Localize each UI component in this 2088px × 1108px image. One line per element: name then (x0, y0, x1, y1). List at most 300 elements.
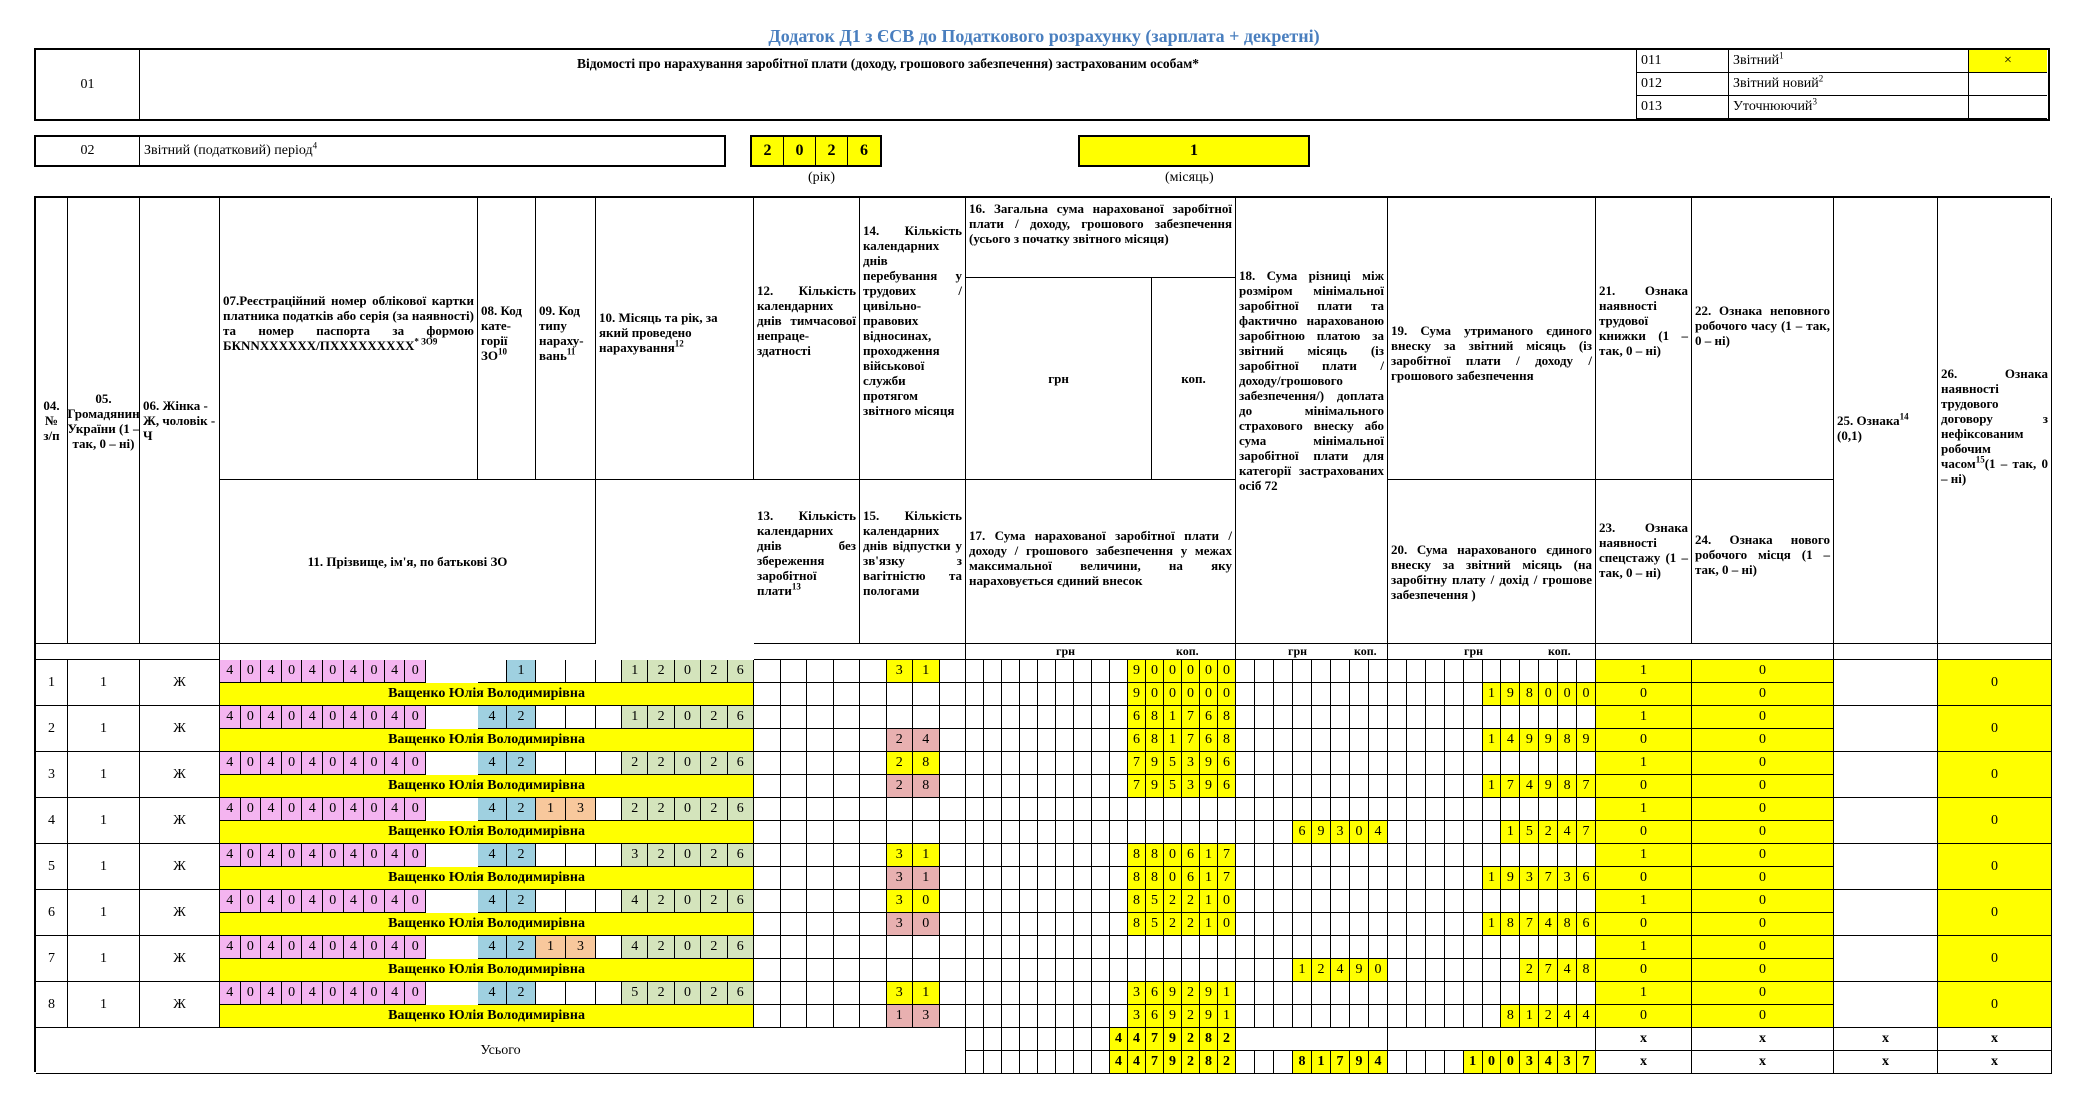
row-s19-cell (1558, 660, 1577, 683)
row-d15-digit: 2 (887, 729, 914, 752)
row-d12-cell (807, 660, 834, 683)
month-value: 1 (1078, 135, 1310, 167)
row-s20-digit (1407, 1005, 1426, 1028)
row-s20-digit (1464, 867, 1483, 890)
row-d12-cell (754, 752, 781, 775)
row-s17-digit (1074, 959, 1092, 982)
row-s19-cell (1501, 752, 1520, 775)
row-s19-cell (1464, 752, 1483, 775)
row-s17-digit: 6 (1182, 867, 1200, 890)
col-15-label: 15. Кількість календарних днів відпустки у зв'язку з вагітністю та пологами (863, 508, 962, 598)
row-type-digit (566, 752, 596, 775)
row-s16-digit (1038, 844, 1056, 867)
row-type-digit: 3 (566, 936, 596, 959)
row-type-digit: 1 (536, 936, 566, 959)
row-s20-digit (1388, 913, 1407, 936)
col-10-sup: 12 (674, 338, 684, 349)
row-s18-cell (1369, 982, 1388, 1005)
unit-row-18 (1236, 644, 1388, 660)
row-number: 5 (36, 844, 68, 890)
row-s17-digit (1020, 913, 1038, 936)
row-s17-digit (1056, 959, 1074, 982)
col-24-header (1692, 480, 1834, 644)
row-s16-digit (966, 706, 984, 729)
totals-s20-digit (1407, 1051, 1426, 1074)
row-s20-digit: 7 (1520, 913, 1539, 936)
row-s20-digit (1388, 959, 1407, 982)
row-s18-digit (1350, 683, 1369, 706)
col-04-label: 04. № з/п (43, 398, 60, 443)
row-d14-digit: 0 (913, 890, 940, 913)
row-s18-digit (1312, 1005, 1331, 1028)
row-s20-digit (1464, 959, 1483, 982)
row-d15-digit: 1 (913, 867, 940, 890)
row-d15-digit (913, 959, 940, 982)
row-period-digit: 2 (701, 706, 727, 729)
row-s17-digit (1038, 867, 1056, 890)
row-tin-digit: 0 (323, 798, 344, 821)
row-s16-digit: 2 (1182, 890, 1200, 913)
row-s19-cell (1407, 936, 1426, 959)
col-04-header (36, 198, 68, 644)
report-type-sup: 1 (1779, 50, 1784, 61)
row-sex: Ж (140, 936, 220, 982)
row-tin-digit: 0 (282, 936, 303, 959)
totals-x: х (1938, 1028, 2052, 1051)
row-d13-cell (754, 867, 781, 890)
row-f24: 0 (1692, 729, 1834, 752)
row-s16-digit (1074, 844, 1092, 867)
totals-x: х (1834, 1028, 1938, 1051)
row-s16-digit (1146, 798, 1164, 821)
row-d14-digit: 3 (887, 890, 914, 913)
row-d15-cell (860, 959, 887, 982)
row-s19-cell (1483, 660, 1502, 683)
row-s18-cell (1350, 982, 1369, 1005)
row-s19-cell (1483, 752, 1502, 775)
row-d13-cell (807, 821, 834, 844)
row-s18-digit (1255, 867, 1274, 890)
row-period-digit: 2 (648, 660, 674, 683)
row-s17-digit: 1 (1200, 867, 1218, 890)
row-d14-cell (940, 752, 967, 775)
row-s20-digit (1426, 821, 1445, 844)
row-s19-cell (1407, 982, 1426, 1005)
row-s20-digit: 1 (1483, 867, 1502, 890)
row-d15-cell (860, 729, 887, 752)
totals-label: Усього (36, 1028, 966, 1074)
row-s19-cell (1520, 936, 1539, 959)
row-s17-digit (1092, 683, 1110, 706)
row-s17-digit (1074, 821, 1092, 844)
row-s17-digit (1038, 913, 1056, 936)
row-s20-digit (1445, 821, 1464, 844)
row-s18-digit (1312, 913, 1331, 936)
col-23-label: 23. Ознака наявності спецстажу (1 – так, 0 – ні) (1599, 520, 1688, 580)
row-s18-cell (1236, 936, 1255, 959)
row-f23: 0 (1596, 959, 1692, 982)
row-d15-cell (940, 959, 967, 982)
row-d14-cell (860, 798, 887, 821)
row-d12-cell (807, 752, 834, 775)
row-s16-digit (1200, 936, 1218, 959)
row-s17-digit (1020, 1005, 1038, 1028)
row-s19-cell (1388, 890, 1407, 913)
row-period-digit: 6 (728, 660, 754, 683)
row-f25 (1834, 890, 1938, 936)
row-s17-digit (984, 775, 1002, 798)
row-tin-digit: 0 (282, 660, 303, 683)
row-s20-digit (1483, 821, 1502, 844)
row-s16-digit: 1 (1218, 982, 1236, 1005)
row-citizen: 1 (68, 982, 140, 1028)
row-d12-cell (834, 752, 861, 775)
row-s17-digit (1110, 867, 1128, 890)
row-s17-digit (966, 959, 984, 982)
row-period-digit: 6 (728, 798, 754, 821)
row-s18-digit (1312, 729, 1331, 752)
totals-s17-digit (1020, 1051, 1038, 1074)
row-period-digit: 1 (622, 706, 648, 729)
unit-row-blank-25 (1834, 644, 1938, 660)
row-s19-cell (1388, 982, 1407, 1005)
col-07-sup: * ЗО (414, 336, 433, 347)
row-d12-cell (834, 660, 861, 683)
row-s18-digit: 3 (1331, 821, 1350, 844)
row-d15-cell (860, 913, 887, 936)
col-07-label: 07.Реєстраційний номер облікової картки платника податків або серія (за наявності) та номер паспорта за формою БКNNXXXXXX/ПХXXXXXXXX (223, 293, 474, 353)
row-tin-digit: 4 (261, 982, 282, 1005)
col-09-sup: 11 (566, 346, 576, 357)
row-d15-digit (913, 821, 940, 844)
row-s19-cell (1577, 660, 1596, 683)
row-s18-cell (1274, 706, 1293, 729)
row-period-digit: 2 (648, 936, 674, 959)
row-period-blank (596, 798, 622, 821)
row-s16-digit (1056, 798, 1074, 821)
row-f21: 1 (1596, 844, 1692, 867)
row-s17-digit (1056, 821, 1074, 844)
row-s18-cell (1274, 936, 1293, 959)
row-tin-digit: 0 (323, 752, 344, 775)
row-s16-digit (1056, 660, 1074, 683)
row-s16-digit: 8 (1146, 844, 1164, 867)
row-s18-cell (1255, 706, 1274, 729)
row-period-digit: 0 (675, 890, 701, 913)
row-s16-digit (1038, 798, 1056, 821)
report-type-mark[interactable]: × (1969, 50, 2047, 73)
row-s18-digit: 9 (1312, 821, 1331, 844)
row-s17-digit (1146, 821, 1164, 844)
row-s18-cell (1312, 982, 1331, 1005)
report-type-label-text: Уточнюючий (1733, 99, 1813, 114)
row-period-digit: 2 (622, 752, 648, 775)
unit-row-16 (966, 644, 1236, 660)
row-d14-digit (913, 706, 940, 729)
row-s16-digit (1164, 798, 1182, 821)
row-s16-digit: 2 (1164, 890, 1182, 913)
row-s20-digit: 0 (1539, 683, 1558, 706)
row-d12-cell (834, 798, 861, 821)
row-s20-digit: 8 (1501, 1005, 1520, 1028)
row-s20-digit (1388, 683, 1407, 706)
row-s19-cell (1577, 936, 1596, 959)
row-s18-cell (1312, 706, 1331, 729)
col-16-kop-label: коп. (1181, 371, 1206, 386)
row-s18-cell (1312, 890, 1331, 913)
row-s16-digit (1038, 982, 1056, 1005)
row-s19-cell (1520, 890, 1539, 913)
row-d15-cell (940, 867, 967, 890)
row-f23: 0 (1596, 1005, 1692, 1028)
row-type-digit (536, 660, 566, 683)
row-s20-digit: 9 (1501, 683, 1520, 706)
row-d12-cell (807, 890, 834, 913)
row-s18-cell (1369, 844, 1388, 867)
row-name: Ващенко Юлія Володимирівна (220, 821, 754, 844)
row-s18-digit: 4 (1369, 821, 1388, 844)
row-s19-cell (1577, 890, 1596, 913)
totals-s18-top (1236, 1028, 1388, 1051)
row-f26: 0 (1938, 844, 2052, 890)
row-s17-digit (1218, 821, 1236, 844)
row-s20-digit: 4 (1539, 913, 1558, 936)
row-s19-cell (1577, 706, 1596, 729)
row-s18-digit (1331, 683, 1350, 706)
report-type-label (1729, 50, 1969, 73)
row-tin-digit: 4 (385, 660, 406, 683)
row-d13-cell (781, 729, 808, 752)
row-s16-digit: 7 (1182, 706, 1200, 729)
row-s17-digit (1218, 959, 1236, 982)
row-s17-digit (1002, 913, 1020, 936)
row-s20-digit: 7 (1577, 775, 1596, 798)
row-s20-digit (1501, 959, 1520, 982)
totals-s16-digit: 7 (1146, 1028, 1164, 1051)
row-category-digit: 4 (478, 798, 507, 821)
row-d15-digit (887, 683, 914, 706)
row-s18-digit (1331, 729, 1350, 752)
col-26-values: (1 – так, 0 – ні) (1941, 456, 2048, 486)
row-period-blank (596, 752, 622, 775)
row-s18-digit (1274, 775, 1293, 798)
row-d12-cell (834, 936, 861, 959)
unit-kop: коп. (1176, 644, 1199, 658)
row-s16-digit (1002, 844, 1020, 867)
row-d13-cell (807, 959, 834, 982)
row-s18-digit (1369, 913, 1388, 936)
row-d12-cell (807, 844, 834, 867)
row-tin-digit: 4 (344, 706, 365, 729)
row-s16-digit: 9 (1200, 982, 1218, 1005)
row-s18-digit: 0 (1369, 959, 1388, 982)
row-type-digit (536, 706, 566, 729)
row-s20-digit (1407, 867, 1426, 890)
row-tin-digit: 0 (405, 752, 426, 775)
row-s19-cell (1464, 936, 1483, 959)
row-d12-cell (834, 890, 861, 913)
row-s19-cell (1407, 798, 1426, 821)
report-type-sup: 2 (1818, 73, 1824, 84)
year-caption: (рік) (808, 170, 836, 185)
row-d12-cell (807, 936, 834, 959)
row-period-digit: 5 (622, 982, 648, 1005)
row-s19-cell (1388, 844, 1407, 867)
row-category-digit: 4 (478, 982, 507, 1005)
row-tin-digit: 4 (385, 798, 406, 821)
row-tin-digit: 4 (261, 752, 282, 775)
row-s18-digit (1369, 729, 1388, 752)
row-s18-digit (1236, 775, 1255, 798)
row-type-digit (536, 982, 566, 1005)
row-category-digit: 4 (478, 844, 507, 867)
row-d14-cell (860, 752, 887, 775)
row-s17-digit (1038, 729, 1056, 752)
row-s18-cell (1255, 660, 1274, 683)
row-sex: Ж (140, 798, 220, 844)
row-s18-cell (1236, 982, 1255, 1005)
row-s17-digit (1128, 821, 1146, 844)
row-d12-cell (781, 982, 808, 1005)
report-type-label-text: Звітний новий (1733, 76, 1819, 91)
row-d13-cell (834, 821, 861, 844)
row-tin-digit: 4 (344, 936, 365, 959)
row-f21: 1 (1596, 660, 1692, 683)
row-s16-digit (966, 752, 984, 775)
totals-s18-digit: 9 (1350, 1051, 1369, 1074)
totals-s20-digit: 1 (1464, 1051, 1483, 1074)
row-s16-digit (1020, 752, 1038, 775)
row-s19-cell (1539, 706, 1558, 729)
row-citizen: 1 (68, 798, 140, 844)
row-d13-cell (754, 775, 781, 798)
totals-s19-top (1388, 1028, 1596, 1051)
row-s18-cell (1312, 660, 1331, 683)
main-table (34, 196, 2050, 1072)
report-type-code: 012 (1637, 73, 1729, 96)
row-tin-digit: 0 (405, 982, 426, 1005)
row-s18-digit (1236, 913, 1255, 936)
row-s20-digit: 8 (1520, 683, 1539, 706)
row-s16-digit (1092, 890, 1110, 913)
row-d15-cell (940, 1005, 967, 1028)
row-s16-digit: 2 (1182, 982, 1200, 1005)
row-s20-digit (1445, 775, 1464, 798)
row-s16-digit: 6 (1128, 706, 1146, 729)
row-f25 (1834, 706, 1938, 752)
row-citizen: 1 (68, 752, 140, 798)
col-12-header (754, 198, 860, 480)
row-s17-digit: 0 (1218, 683, 1236, 706)
row-s16-digit (1020, 798, 1038, 821)
totals-s20-digit: 7 (1577, 1051, 1596, 1074)
row-s16-digit (1020, 936, 1038, 959)
row-d12-cell (754, 844, 781, 867)
row-s16-digit (1056, 936, 1074, 959)
row-d15-digit: 3 (887, 913, 914, 936)
row-s16-digit (966, 660, 984, 683)
row-s20-digit: 1 (1483, 683, 1502, 706)
row-s20-digit: 4 (1558, 821, 1577, 844)
row-s17-digit (1020, 775, 1038, 798)
row-s19-cell (1501, 660, 1520, 683)
row-s19-cell (1464, 844, 1483, 867)
row-f21: 1 (1596, 706, 1692, 729)
unit-grn: грн (1464, 644, 1484, 658)
row-s18-cell (1255, 844, 1274, 867)
row-tin-digit: 0 (405, 890, 426, 913)
row-s16-digit (1146, 936, 1164, 959)
row-s18-cell (1236, 798, 1255, 821)
unit-kop: коп. (1354, 644, 1377, 658)
row-s16-digit (1020, 844, 1038, 867)
row-d13-cell (834, 775, 861, 798)
row-s19-cell (1407, 752, 1426, 775)
row-s20-digit (1426, 775, 1445, 798)
row-tin-digit: 0 (405, 844, 426, 867)
totals-s20-digit (1388, 1051, 1407, 1074)
row-f23: 0 (1596, 683, 1692, 706)
row-period-digit: 6 (728, 844, 754, 867)
row-s18-digit (1312, 867, 1331, 890)
row-tin-digit: 0 (323, 706, 344, 729)
row-s18-digit (1369, 1005, 1388, 1028)
row-s16-digit (1056, 706, 1074, 729)
row-s20-digit: 4 (1501, 729, 1520, 752)
row-s16-digit (1128, 936, 1146, 959)
row-s18-digit (1274, 821, 1293, 844)
row-tin-digit: 0 (405, 660, 426, 683)
row-s16-digit (1002, 706, 1020, 729)
row-s19-cell (1483, 982, 1502, 1005)
row-s19-cell (1558, 844, 1577, 867)
row-period-blank (596, 706, 622, 729)
row-s16-digit: 8 (1146, 706, 1164, 729)
row-s16-digit: 8 (1128, 844, 1146, 867)
row-s19-cell (1558, 890, 1577, 913)
row-s18-cell (1350, 844, 1369, 867)
row-tin-digit: 4 (302, 798, 323, 821)
row-s20-digit (1445, 1005, 1464, 1028)
row-number: 1 (36, 660, 68, 706)
col-10-header (596, 198, 754, 480)
row-d12-cell (781, 798, 808, 821)
row-s19-cell (1501, 936, 1520, 959)
row-s17-digit: 9 (1200, 1005, 1218, 1028)
row-s16-digit: 0 (1218, 660, 1236, 683)
col-20-label: 20. Сума нарахованого єдиного внеску за звітний місяць (на заробітну плату / дохід / грошове забезпечення ) (1391, 542, 1592, 602)
row-s17-digit (1002, 1005, 1020, 1028)
row-s20-digit (1388, 729, 1407, 752)
row-s17-digit (1110, 729, 1128, 752)
row-sex: Ж (140, 660, 220, 706)
row-s19-cell (1577, 844, 1596, 867)
row-f26: 0 (1938, 890, 2052, 936)
row-s17-digit (1056, 683, 1074, 706)
row-s17-digit (1020, 959, 1038, 982)
col-21-label: 21. Ознака наявності трудової книжки (1 – так, 0 – ні) (1599, 283, 1688, 358)
row-s16-digit (1038, 660, 1056, 683)
totals-s17-digit (1074, 1051, 1092, 1074)
row-d12-cell (754, 890, 781, 913)
row-s18-digit (1255, 1005, 1274, 1028)
row-s20-digit: 4 (1558, 1005, 1577, 1028)
row-tin-digit: 0 (364, 890, 385, 913)
row-s17-digit (1110, 683, 1128, 706)
row-d14-digit (913, 936, 940, 959)
row-tin-digit: 0 (282, 798, 303, 821)
row-d12-cell (754, 660, 781, 683)
